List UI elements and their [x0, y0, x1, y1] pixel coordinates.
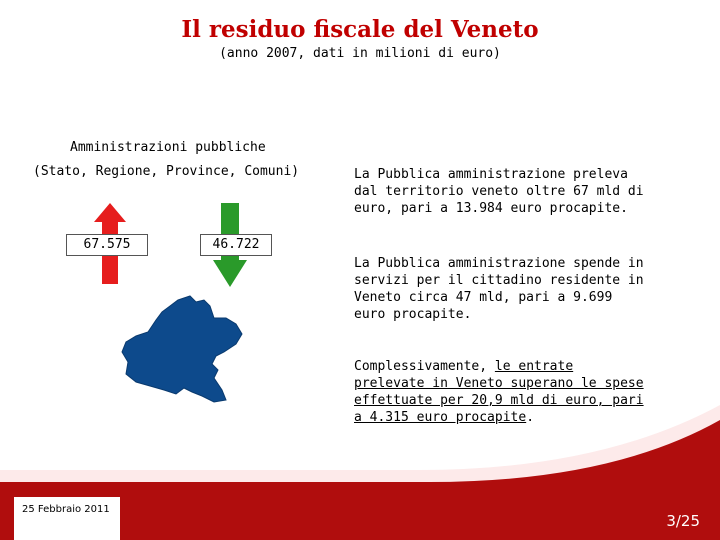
admin-label: Amministrazioni pubbliche: [70, 140, 266, 155]
footer-date: 25 Febbraio 2011: [22, 504, 110, 515]
veneto-map: [122, 296, 242, 402]
page-number: 3/25: [666, 512, 700, 530]
admin-sublabel: (Stato, Regione, Province, Comuni): [33, 164, 300, 179]
paragraph-spending: La Pubblica amministrazione spende in servizi per il cittadino residente in Veneto circa 47 mld, pari a 9.699 euro procapite.: [354, 256, 644, 322]
page-title: Il residuo fiscale del Veneto: [181, 16, 539, 43]
paragraph-summary: [354, 358, 644, 426]
inflow-value-box: 67.575: [66, 234, 148, 256]
summary-prefix: Complessivamente,: [354, 359, 495, 374]
page-subtitle: (anno 2007, dati in milioni di euro): [219, 46, 501, 61]
summary-underlined: le entrate prelevate in Veneto superano le spese effettuate per 20,9 mld di euro, pari a 4.315 euro procapite: [354, 359, 644, 425]
outflow-value-box: 46.722: [200, 234, 272, 256]
summary-suffix: .: [526, 410, 535, 425]
paragraph-tax-collected: La Pubblica amministrazione preleva dal territorio veneto oltre 67 mld di euro, pari a 13.984 euro procapite.: [354, 167, 644, 216]
